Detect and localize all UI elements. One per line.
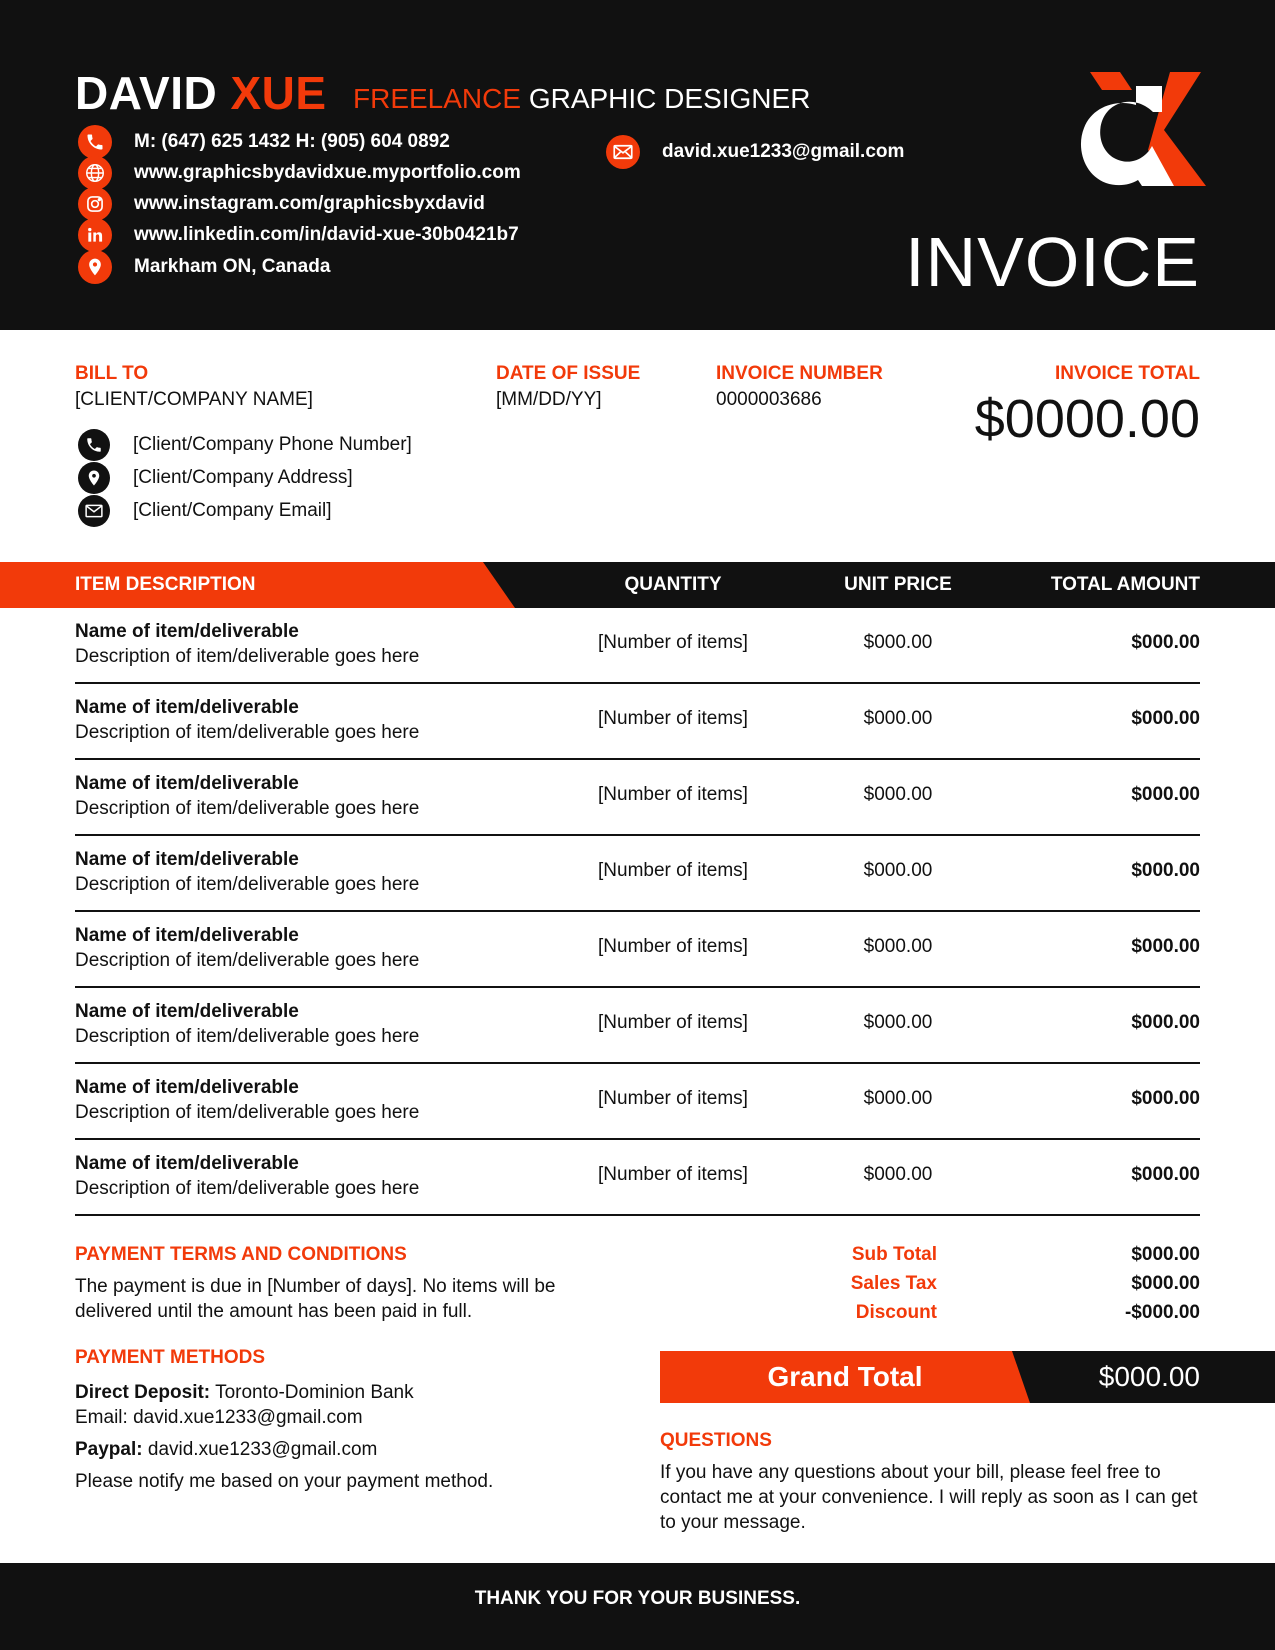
client-phone-row <box>78 428 412 461</box>
thank-you-message: THANK YOU FOR YOUR BUSINESS. <box>474 1588 801 1609</box>
item-total: $000.00 <box>1131 860 1200 881</box>
table-row <box>75 836 1200 912</box>
item-description: Description of item/deliverable goes here <box>75 950 420 971</box>
item-name: Name of item/deliverable <box>75 697 299 718</box>
col-total-amount: TOTAL AMOUNT <box>1050 574 1200 595</box>
item-name: Name of item/deliverable <box>75 773 299 794</box>
discount-label: Discount <box>855 1302 937 1323</box>
questions-section <box>660 1430 1200 1535</box>
invoice-header <box>0 0 1275 330</box>
invoice-number-value: 0000003686 <box>716 389 822 410</box>
invoice-title: INVOICE <box>905 223 1200 301</box>
item-quantity: [Number of items] <box>598 1012 748 1033</box>
paypal-value: david.xue1233@gmail.com <box>142 1439 378 1460</box>
col-item-description: ITEM DESCRIPTION <box>75 574 256 595</box>
invoice-total-label: INVOICE TOTAL <box>1055 363 1200 384</box>
designer-name <box>75 66 327 120</box>
item-unit-price: $000.00 <box>863 1012 933 1033</box>
item-unit-price: $000.00 <box>863 708 933 729</box>
item-quantity: [Number of items] <box>598 1164 748 1185</box>
discount-row <box>780 1302 1200 1331</box>
date-of-issue <box>496 363 640 411</box>
phone-numbers: M: (647) 625 1432 H: (905) 604 0892 <box>134 131 450 152</box>
questions-text: If you have any questions about your bill, please feel free to contact me at your convenience. I will reply as soon as I can get to your message. <box>660 1462 1198 1533</box>
payment-terms-title: PAYMENT TERMS AND CONDITIONS <box>75 1244 407 1265</box>
location-pin-icon <box>78 462 110 494</box>
item-description: Description of item/deliverable goes here <box>75 1026 420 1047</box>
item-unit-price: $000.00 <box>863 1164 933 1185</box>
questions-title: QUESTIONS <box>660 1430 772 1451</box>
contact-instagram <box>78 189 485 219</box>
table-row <box>75 760 1200 836</box>
website-link[interactable]: www.graphicsbydavidxue.myportfolio.com <box>134 162 521 183</box>
sales-tax-row <box>780 1273 1200 1302</box>
item-name: Name of item/deliverable <box>75 849 299 870</box>
client-email: [Client/Company Email] <box>133 499 332 521</box>
invoice-number <box>716 363 883 411</box>
client-contact-list <box>78 428 412 527</box>
mail-icon <box>78 495 110 527</box>
item-description: Description of item/deliverable goes here <box>75 646 420 667</box>
direct-deposit-value: Toronto-Dominion Bank <box>210 1382 414 1403</box>
item-name: Name of item/deliverable <box>75 1077 299 1098</box>
linkedin-icon <box>78 218 112 252</box>
item-quantity: [Number of items] <box>598 708 748 729</box>
invoice-total <box>1055 363 1200 385</box>
subtotal-label: Sub Total <box>851 1244 937 1265</box>
item-description: Description of item/deliverable goes here <box>75 874 420 895</box>
invoice-total-amount: $0000.00 <box>974 389 1200 449</box>
item-total: $000.00 <box>1131 936 1200 957</box>
date-label: DATE OF ISSUE <box>496 363 641 384</box>
date-value: [MM/DD/YY] <box>496 389 602 410</box>
table-row <box>75 1140 1200 1216</box>
item-total: $000.00 <box>1131 1164 1200 1185</box>
client-phone: [Client/Company Phone Number] <box>133 433 412 455</box>
invoice-footer <box>0 1563 1275 1650</box>
item-total: $000.00 <box>1131 784 1200 805</box>
location-pin-icon <box>78 250 112 284</box>
item-quantity: [Number of items] <box>598 632 748 653</box>
globe-icon <box>78 156 112 190</box>
totals-summary <box>780 1244 1200 1331</box>
item-quantity: [Number of items] <box>598 936 748 957</box>
item-total: $000.00 <box>1131 708 1200 729</box>
bill-to-section <box>75 363 313 411</box>
payment-methods-section <box>75 1347 635 1493</box>
item-name: Name of item/deliverable <box>75 621 299 642</box>
direct-deposit-line <box>75 1382 635 1404</box>
contact-location <box>78 252 330 282</box>
items-table-header <box>0 562 1275 608</box>
item-unit-price: $000.00 <box>863 632 933 653</box>
item-description: Description of item/deliverable goes here <box>75 798 420 819</box>
payment-note: Please notify me based on your payment method. <box>75 1471 494 1492</box>
contact-linkedin <box>78 220 519 250</box>
dx-monogram-logo <box>1078 72 1206 186</box>
item-total: $000.00 <box>1131 632 1200 653</box>
item-name: Name of item/deliverable <box>75 925 299 946</box>
client-email-row <box>78 494 412 527</box>
phone-icon <box>78 429 110 461</box>
grand-total-label: Grand Total <box>767 1361 923 1392</box>
item-total: $000.00 <box>1131 1012 1200 1033</box>
sales-tax-label: Sales Tax <box>850 1273 937 1294</box>
table-row <box>75 608 1200 684</box>
instagram-icon <box>78 187 112 221</box>
subtotal-row <box>780 1244 1200 1273</box>
direct-deposit-label: Direct Deposit: <box>75 1382 211 1403</box>
bill-to-label: BILL TO <box>75 363 149 384</box>
deposit-email-line: Email: david.xue1233@gmail.com <box>75 1407 363 1428</box>
payment-terms-section <box>75 1244 635 1324</box>
contact-website <box>78 158 521 188</box>
contact-phone <box>78 127 450 157</box>
tagline-accent: FREELANCE <box>353 83 522 114</box>
item-quantity: [Number of items] <box>598 860 748 881</box>
phone-icon <box>78 125 112 159</box>
client-address-row <box>78 461 412 494</box>
item-description: Description of item/deliverable goes here <box>75 1178 420 1199</box>
col-quantity: QUANTITY <box>624 574 722 595</box>
invoice-number-label: INVOICE NUMBER <box>716 363 883 384</box>
table-row <box>75 912 1200 988</box>
first-name: DAVID <box>75 67 218 119</box>
col-unit-price: UNIT PRICE <box>844 574 952 595</box>
item-name: Name of item/deliverable <box>75 1001 299 1022</box>
paypal-label: Paypal: <box>75 1439 143 1460</box>
grand-total-value: $000.00 <box>1098 1361 1200 1392</box>
table-row <box>75 988 1200 1064</box>
subtotal-value: $000.00 <box>1131 1244 1200 1265</box>
sales-tax-value: $000.00 <box>1131 1273 1200 1294</box>
designer-tagline <box>353 83 810 115</box>
payment-methods-title: PAYMENT METHODS <box>75 1347 266 1368</box>
mail-icon <box>606 135 640 169</box>
items-table-body <box>75 608 1200 1216</box>
item-unit-price: $000.00 <box>863 860 933 881</box>
item-description: Description of item/deliverable goes here <box>75 722 420 743</box>
client-address: [Client/Company Address] <box>133 466 353 488</box>
discount-value: -$000.00 <box>1124 1302 1200 1323</box>
contact-email <box>606 135 904 169</box>
paypal-line <box>75 1439 635 1461</box>
item-quantity: [Number of items] <box>598 784 748 805</box>
grand-total-bar <box>660 1351 1275 1403</box>
item-description: Description of item/deliverable goes here <box>75 1102 420 1123</box>
last-name: XUE <box>230 67 327 119</box>
item-unit-price: $000.00 <box>863 1088 933 1109</box>
item-unit-price: $000.00 <box>863 936 933 957</box>
item-unit-price: $000.00 <box>863 784 933 805</box>
tagline-rest: GRAPHIC DESIGNER <box>528 83 811 114</box>
client-name: [CLIENT/COMPANY NAME] <box>75 389 313 410</box>
payment-terms-text: The payment is due in [Number of days]. No items will be delivered until the amount has been paid in full. <box>75 1276 556 1322</box>
item-quantity: [Number of items] <box>598 1088 748 1109</box>
email-link[interactable]: david.xue1233@gmail.com <box>662 141 905 162</box>
linkedin-link[interactable]: www.linkedin.com/in/david-xue-30b0421b7 <box>134 224 519 245</box>
item-total: $000.00 <box>1131 1088 1200 1109</box>
location-text: Markham ON, Canada <box>134 256 331 277</box>
item-name: Name of item/deliverable <box>75 1153 299 1174</box>
table-row <box>75 684 1200 760</box>
table-row <box>75 1064 1200 1140</box>
instagram-link[interactable]: www.instagram.com/graphicsbyxdavid <box>134 193 485 214</box>
